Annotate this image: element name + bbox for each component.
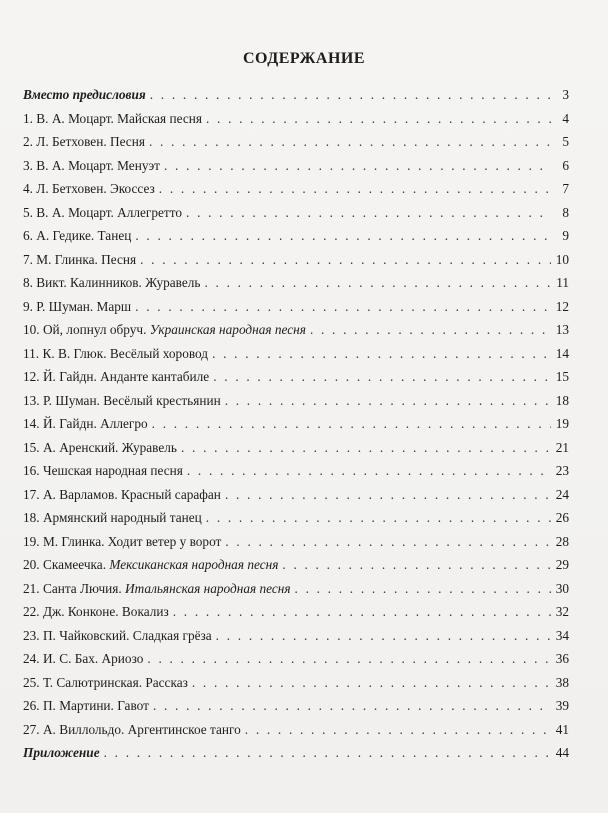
toc-page-number: 9	[562, 228, 569, 243]
toc-entry-title	[23, 369, 209, 385]
dot-leader	[140, 252, 551, 268]
toc-page-number: 30	[555, 580, 569, 596]
toc-entry	[23, 745, 569, 769]
toc-entry-label: 2. Л. Бетховен. Песня	[23, 134, 145, 149]
toc-page-number: 29	[555, 557, 569, 572]
toc-entry	[23, 275, 569, 299]
toc-entry-title	[23, 675, 188, 691]
toc-entry-title	[23, 275, 200, 291]
toc-entry	[23, 181, 569, 205]
toc-entry-label: 26. П. Мартини. Гавот	[23, 698, 149, 713]
toc-entry	[23, 675, 569, 699]
toc-page-number: 36	[555, 651, 569, 666]
toc-page-number: 7	[562, 181, 569, 196]
toc-entry	[23, 393, 569, 417]
toc-page-number: 32	[555, 604, 569, 619]
toc-entry-subtitle: Итальянская народная песня	[125, 580, 291, 596]
toc-entry-title	[23, 322, 306, 338]
toc-entry-title	[23, 252, 136, 268]
toc-entry-label: 25. Т. Салютринская. Рассказ	[23, 674, 188, 690]
toc-entry	[23, 604, 569, 628]
dot-leader	[216, 628, 551, 644]
dot-leader	[282, 557, 551, 573]
dot-leader	[159, 181, 551, 197]
toc-page-number: 19	[555, 416, 569, 431]
toc-entry-title	[23, 581, 291, 597]
toc-entry-label: 13. Р. Шуман. Весёлый крестьянин	[23, 392, 221, 408]
toc-entry-label: 17. А. Варламов. Красный сарафан	[23, 486, 221, 502]
toc-entry	[23, 416, 569, 440]
toc-entry	[23, 487, 569, 511]
toc-entry-title	[23, 745, 100, 761]
toc-entry	[23, 299, 569, 323]
toc-entry	[23, 557, 569, 581]
toc-page-number: 34	[555, 627, 569, 643]
toc-entry-label: 21. Санта Лючия.	[23, 580, 126, 596]
toc-entry-label: 15. А. Аренский. Журавель	[23, 439, 177, 455]
dot-leader	[135, 299, 551, 315]
toc-entry-title	[23, 134, 145, 150]
toc-entry	[23, 628, 569, 652]
toc-entry	[23, 87, 569, 111]
toc-page-number: 38	[555, 674, 569, 690]
toc-entry-label: 7. М. Глинка. Песня	[23, 251, 137, 267]
toc-entry-subtitle: Украинская народная песня	[149, 322, 306, 337]
toc-entry-label: 16. Чешская народная песня	[23, 463, 183, 478]
toc-entry-title	[23, 463, 183, 479]
toc-entry-title	[23, 628, 212, 644]
toc-entry-title	[23, 158, 160, 174]
dot-leader	[192, 675, 551, 691]
toc-entry-title	[23, 111, 202, 127]
dot-leader	[245, 722, 551, 738]
toc-entry-title	[23, 722, 241, 738]
toc-entry-label: 27. А. Виллольдо. Аргентинское танго	[23, 721, 241, 737]
toc-entry	[23, 651, 569, 675]
toc-entry-label: 6. А. Гедике. Танец	[23, 228, 132, 243]
toc-entry	[23, 252, 569, 276]
toc-entry-label: 3. В. А. Моцарт. Менуэт	[23, 157, 160, 173]
toc-entry	[23, 158, 569, 182]
toc-entry	[23, 346, 569, 370]
toc-entry-label: 9. Р. Шуман. Марш	[23, 298, 132, 314]
toc-entry-title	[23, 440, 177, 456]
toc-entry-label: 11. К. В. Глюк. Весёлый хоровод	[23, 345, 209, 361]
toc-entry-title	[23, 604, 169, 620]
table-of-contents	[23, 87, 569, 769]
dot-leader	[152, 416, 551, 432]
toc-entry	[23, 581, 569, 605]
toc-page-number: 12	[555, 298, 569, 314]
toc-page-number: 39	[555, 698, 569, 713]
dot-leader	[225, 487, 551, 503]
dot-leader	[295, 581, 551, 597]
toc-entry-title	[23, 534, 221, 550]
toc-entry-title	[23, 557, 278, 573]
toc-page-number: 26	[555, 510, 569, 525]
toc-entry-title	[23, 393, 221, 409]
dot-leader	[150, 87, 551, 103]
toc-page-number: 28	[555, 533, 569, 549]
toc-entry-title	[23, 416, 148, 432]
toc-entry-label: 22. Дж. Конконе. Вокализ	[23, 604, 169, 619]
toc-page-number: 5	[562, 134, 569, 149]
dot-leader	[173, 604, 551, 620]
toc-entry-title	[23, 205, 182, 221]
toc-entry-title	[23, 346, 208, 362]
toc-entry-label: 18. Армянский народный танец	[23, 510, 202, 525]
toc-entry-label: 14. Й. Гайдн. Аллегро	[23, 416, 148, 431]
toc-page-number: 10	[555, 251, 569, 267]
toc-entry-label: 23. П. Чайковский. Сладкая грёза	[23, 627, 212, 643]
dot-leader	[104, 745, 551, 761]
dot-leader	[225, 534, 551, 550]
dot-leader	[147, 651, 551, 667]
toc-entry	[23, 534, 569, 558]
toc-entry-label: Приложение	[23, 745, 100, 760]
toc-entry	[23, 205, 569, 229]
toc-entry-label: 12. Й. Гайдн. Анданте кантабиле	[23, 369, 210, 384]
toc-entry-title	[23, 181, 155, 197]
dot-leader	[310, 322, 551, 338]
toc-entry-title	[23, 698, 149, 714]
dot-leader	[212, 346, 551, 362]
toc-entry	[23, 111, 569, 135]
dot-leader	[225, 393, 551, 409]
toc-entry-title	[23, 510, 202, 526]
toc-entry-label: 10. Ой, лопнул обруч.	[23, 322, 150, 337]
toc-entry-label: 24. И. С. Бах. Ариозо	[23, 651, 144, 666]
toc-entry	[23, 440, 569, 464]
dot-leader	[213, 369, 551, 385]
toc-page-number: 11	[556, 275, 569, 290]
toc-page-number: 23	[555, 463, 569, 478]
toc-page-number: 15	[555, 369, 569, 384]
toc-page-number: 18	[555, 392, 569, 408]
toc-page-number: 41	[555, 721, 569, 737]
dot-leader	[149, 134, 551, 150]
toc-page-number: 6	[562, 157, 569, 173]
toc-entry-title	[23, 487, 221, 503]
dot-leader	[187, 463, 551, 479]
toc-page-number: 13	[555, 322, 569, 337]
toc-entry-title	[23, 299, 131, 315]
toc-page-number: 21	[555, 439, 569, 455]
toc-page-number: 3	[562, 87, 569, 102]
dot-leader	[206, 510, 551, 526]
toc-entry-label: 5. В. А. Моцарт. Аллегретто	[23, 204, 183, 220]
dot-leader	[186, 205, 551, 221]
toc-entry	[23, 463, 569, 487]
toc-entry-label: Вместо предисловия	[23, 87, 146, 102]
toc-entry	[23, 722, 569, 746]
toc-entry-label: 19. М. Глинка. Ходит ветер у ворот	[23, 533, 222, 549]
dot-leader	[181, 440, 551, 456]
dot-leader	[153, 698, 551, 714]
toc-entry	[23, 510, 569, 534]
toc-page-number: 4	[562, 110, 569, 126]
toc-page-number: 44	[555, 745, 569, 760]
toc-entry	[23, 228, 569, 252]
toc-page-number: 14	[555, 345, 569, 361]
dot-leader	[206, 111, 551, 127]
toc-entry	[23, 322, 569, 346]
toc-entry-title	[23, 651, 143, 667]
toc-entry-label: 20. Скамеечка.	[23, 557, 110, 572]
dot-leader	[204, 275, 551, 291]
toc-entry-title	[23, 228, 131, 244]
toc-entry-label: 1. В. А. Моцарт. Майская песня	[23, 110, 202, 126]
toc-entry-label: 4. Л. Бетховен. Экоссез	[23, 181, 155, 196]
page-title: СОДЕРЖАНИЕ	[242, 50, 366, 67]
toc-entry	[23, 698, 569, 722]
toc-page-number: 8	[562, 204, 569, 220]
toc-entry	[23, 369, 569, 393]
toc-entry-label: 8. Викт. Калинников. Журавель	[23, 275, 201, 290]
dot-leader	[164, 158, 551, 174]
toc-page-number: 24	[555, 486, 569, 502]
dot-leader	[135, 228, 551, 244]
toc-entry-subtitle: Мексиканская народная песня	[109, 557, 279, 572]
toc-entry-title	[23, 87, 146, 103]
toc-entry	[23, 134, 569, 158]
